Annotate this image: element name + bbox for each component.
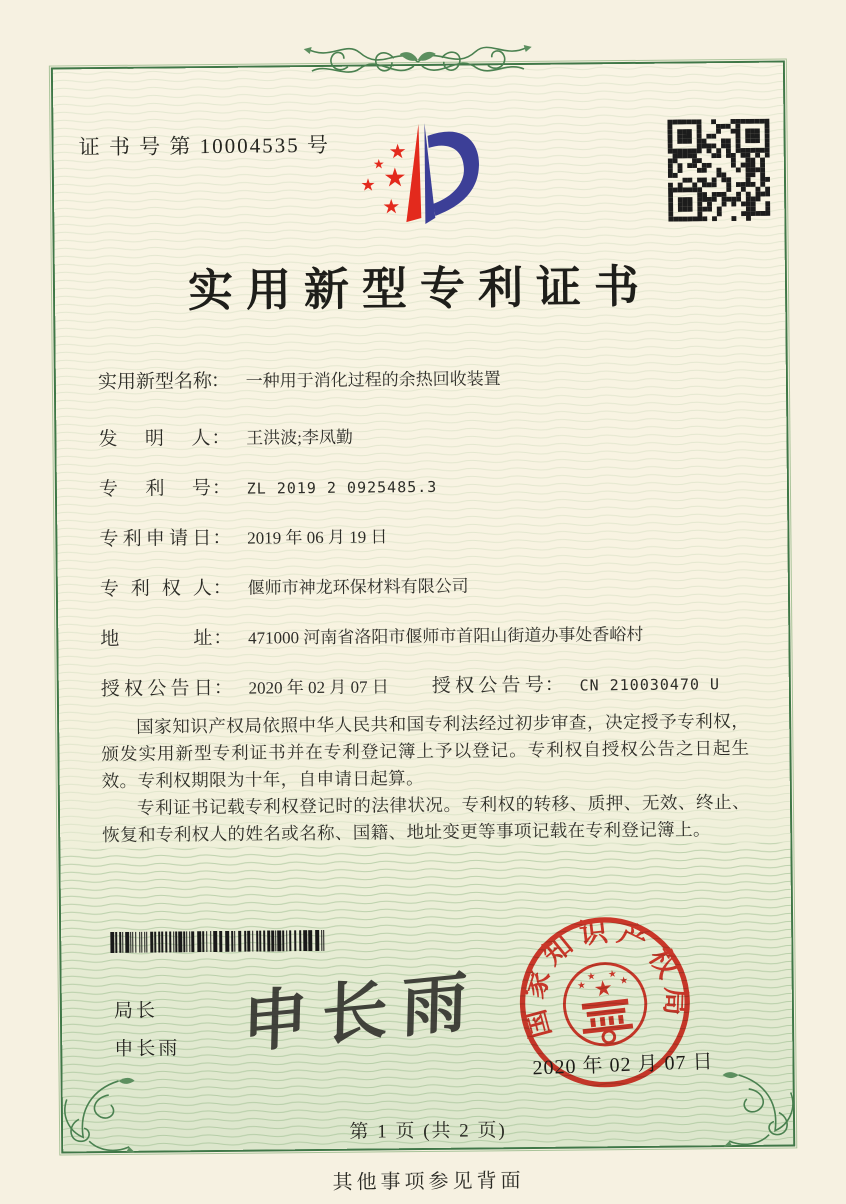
qr-code xyxy=(667,119,770,222)
patentee-name: 偃师市神龙环保材料有限公司 xyxy=(247,576,469,598)
field-row-address xyxy=(100,619,643,651)
logo-blue-bowl xyxy=(428,131,480,216)
patentee-address: 471000 河南省洛阳市偃师市首阳山街道办事处香峪村 xyxy=(248,624,644,648)
colon: ： xyxy=(210,370,231,393)
grant-date: 2020 年 02 月 07 日 xyxy=(248,677,389,698)
gazette-number-group xyxy=(432,668,720,698)
svg-text:★: ★ xyxy=(586,970,597,983)
field-row-patent-no xyxy=(99,471,438,501)
logo-red-wedge xyxy=(405,124,421,222)
colon: ： xyxy=(544,674,564,696)
colon: ： xyxy=(212,577,232,600)
barcode xyxy=(110,930,328,953)
field-row-name xyxy=(98,363,501,394)
field-row-patentee xyxy=(100,571,469,602)
patent-number: ZL 2019 2 0925485.3 xyxy=(246,477,438,498)
svg-text:★: ★ xyxy=(618,975,629,987)
field-label: 专 利 号 xyxy=(98,478,212,501)
colon: ： xyxy=(212,527,232,550)
field-label: 授 权 公 告 日 xyxy=(100,678,213,701)
logo-star-icon: ★ xyxy=(388,139,407,164)
logo-star-icon: ★ xyxy=(360,175,376,196)
back-side-note: 其他事项参见背面 xyxy=(332,1170,525,1194)
field-row-filing-date xyxy=(99,521,387,551)
svg-text:★: ★ xyxy=(607,968,618,981)
colon: ： xyxy=(213,627,233,650)
svg-text:★: ★ xyxy=(592,975,615,1003)
cnipa-logo xyxy=(328,107,529,241)
top-flourish-ornament xyxy=(292,35,544,89)
legal-text xyxy=(101,708,750,849)
legal-paragraph-2: 专利证书记载专利权登记时的法律状况。专利权的转移、质押、无效、终止、恢复和专利权人的姓名或名称、国籍、地址变更等事项记载在专利登记簿上。 xyxy=(102,791,751,846)
colon: ： xyxy=(213,677,233,700)
legal-paragraph-1: 国家知识产权局依照中华人民共和国专利法经过初步审查，决定授予专利权，颁发实用新型专利证书并在专利登记簿上予以登记。专利权自授权公告之日起生效。专利权期限为十年，自申请日起算。 xyxy=(101,710,750,792)
bureau-chief-label: 局长 xyxy=(113,1000,159,1022)
certificate-title: 实用新型专利证书 xyxy=(187,261,653,317)
svg-text:★: ★ xyxy=(576,979,587,992)
seal-date: 2020 年 02 月 07 日 xyxy=(532,1050,714,1080)
national-emblem-icon xyxy=(560,959,650,1049)
field-label: 专 利 申 请 日 xyxy=(99,528,212,551)
certificate-number: 证 书 号 第 10004535 号 xyxy=(78,132,330,160)
utility-model-name: 一种用于消化过程的余热回收装置 xyxy=(245,369,501,391)
page-indicator: 第 1 页 (共 2 页) xyxy=(349,1120,507,1143)
field-row-grant xyxy=(100,671,721,701)
field-row-inventor xyxy=(98,422,353,451)
field-label: 发 明 人 xyxy=(98,428,211,451)
logo-star-icon: ★ xyxy=(383,163,407,194)
colon: ： xyxy=(211,427,231,450)
seal-text: 国家知识产权局 xyxy=(518,915,691,1042)
field-label: 授 权 公 告 号 xyxy=(431,674,544,697)
field-label: 实 用 新 型 名 称 xyxy=(97,371,213,394)
colon: ： xyxy=(211,477,232,500)
logo-star-icon: ★ xyxy=(372,157,385,173)
field-label: 地 址 xyxy=(100,628,213,651)
field-label: 专 利 权 人 xyxy=(99,578,212,601)
signature-script: 申长雨 xyxy=(241,964,483,1062)
inventor-names: 王洪波;李凤勤 xyxy=(246,427,354,448)
gazette-number: CN 210030470 U xyxy=(579,675,721,695)
logo-star-icon: ★ xyxy=(382,194,401,219)
filing-date: 2019 年 06 月 19 日 xyxy=(247,527,388,548)
bureau-chief-name: 申长雨 xyxy=(114,1038,181,1060)
